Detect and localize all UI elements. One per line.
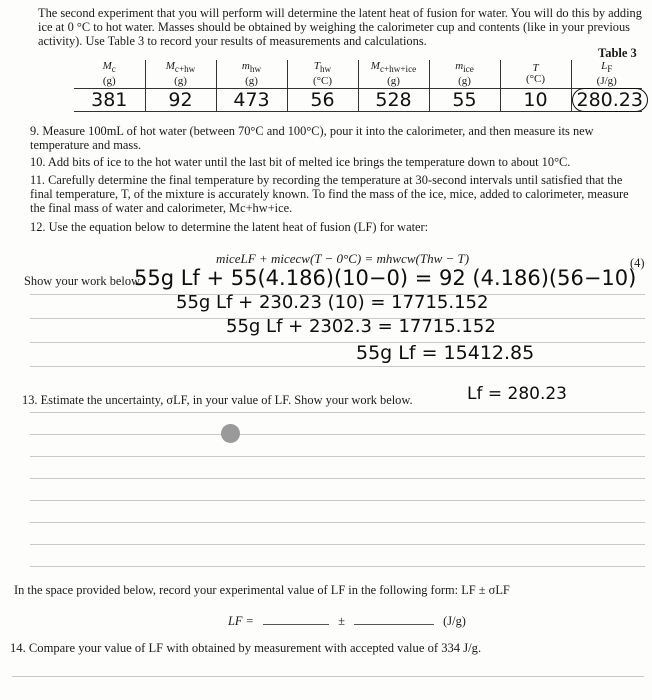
step-9: 9. Measure 100mL of hot water (between 70°C and 100°C), pour it into the calorimeter, and then measure its new temperature and mass. [30, 124, 594, 152]
results-table [74, 60, 642, 112]
handwritten-line-1: 55g Lf + 55(4.186)(10−0) = 92 (4.186)(56−10) [134, 266, 637, 290]
answer-line [30, 478, 645, 479]
record-instruction: In the space provided below, record your experimental value of LF in the following form: LF ± σLF [14, 583, 510, 597]
question-14: 14. Compare your value of LF with obtained by measurement with accepted value of 334 J/g. [10, 641, 482, 655]
header-mc-hw-ice: $M_{c+hw+ice}$ (g) [358, 60, 429, 89]
latent-heat-equation: miceLF + micecw(T − 0°C) = mhwcw(Thw − T) [216, 251, 470, 266]
handwritten-line-2: 55g Lf + 230.23 (10) = 17715.152 [176, 292, 489, 313]
value-mc-hw-ice: 528 [358, 89, 429, 112]
gray-dot-marker [221, 424, 240, 443]
plus-minus-sign: ± [338, 614, 345, 628]
table-header-row [74, 60, 642, 89]
value-mc: 381 [74, 89, 145, 112]
lf-value-blank[interactable] [263, 613, 329, 625]
header-mice: $m_{ice}$ (g) [429, 60, 500, 89]
table-value-row [74, 89, 642, 112]
step-11: 11. Carefully determine the final temperature by recording the temperature at 30-second intervals until satisfied that the final temperature, T, of the mixture is accurately known. To find the mass of the ice, mice, added to calorimeter, measure the final mass of water and calorimeter, Mc+hw+ice. [30, 173, 629, 215]
answer-line [30, 566, 645, 567]
handwritten-line-4: 55g Lf = 15412.85 [356, 342, 535, 364]
lf-answer-form [228, 613, 466, 629]
question-13: 13. Estimate the uncertainty, σLF, in your value of LF. Show your work below. [22, 393, 413, 407]
answer-line [30, 412, 645, 413]
lf-label: LF = [228, 614, 254, 628]
header-mhw: $m_{hw}$ (g) [216, 60, 287, 89]
answer-line [12, 676, 644, 677]
header-lf: $L_F$ (J/g) [571, 60, 642, 89]
handwritten-line-3: 55g Lf + 2302.3 = 17715.152 [226, 316, 496, 337]
header-thw: $T_{hw}$ (°C) [287, 60, 358, 89]
answer-line [30, 456, 645, 457]
value-t: 10 [500, 89, 571, 112]
handwritten-line-5: Lf = 280.23 [467, 384, 567, 404]
answer-line [30, 500, 645, 501]
header-t: T (°C) [500, 60, 571, 89]
header-mc-hw: $M_{c+hw}$ (g) [145, 60, 216, 89]
value-mc-hw: 92 [145, 89, 216, 112]
answer-line [30, 544, 645, 545]
answer-line [30, 522, 645, 523]
value-lf: 280.23 [571, 89, 642, 112]
show-work-label: Show your work below. [24, 274, 143, 288]
lf-unit: (J/g) [443, 614, 466, 628]
step-10: 10. Add bits of ice to the hot water until the last bit of melted ice brings the temperature down to about 10°C. [30, 155, 571, 169]
value-mhw: 473 [216, 89, 287, 112]
table-label: Table 3 [598, 46, 637, 60]
header-mc: $M_c$ (g) [102, 60, 116, 87]
lf-uncertainty-blank[interactable] [354, 613, 434, 625]
work-line [30, 366, 645, 367]
step-12: 12. Use the equation below to determine the latent heat of fusion (LF) for water: [30, 220, 429, 234]
answer-line [30, 434, 645, 435]
work-line [30, 342, 645, 343]
value-mice: 55 [429, 89, 500, 112]
value-thw: 56 [287, 89, 358, 112]
intro-paragraph: The second experiment that you will perform will determine the latent heat of fusion for water. You will do this by adding ice at 0 °C to hot water. Masses should be obtained by weighing the calorimeter cup and contents (like in your previous activity). Use Table 3 to record your results of measurements and calculations. [38, 6, 642, 48]
equation-number: (4) [630, 256, 645, 270]
